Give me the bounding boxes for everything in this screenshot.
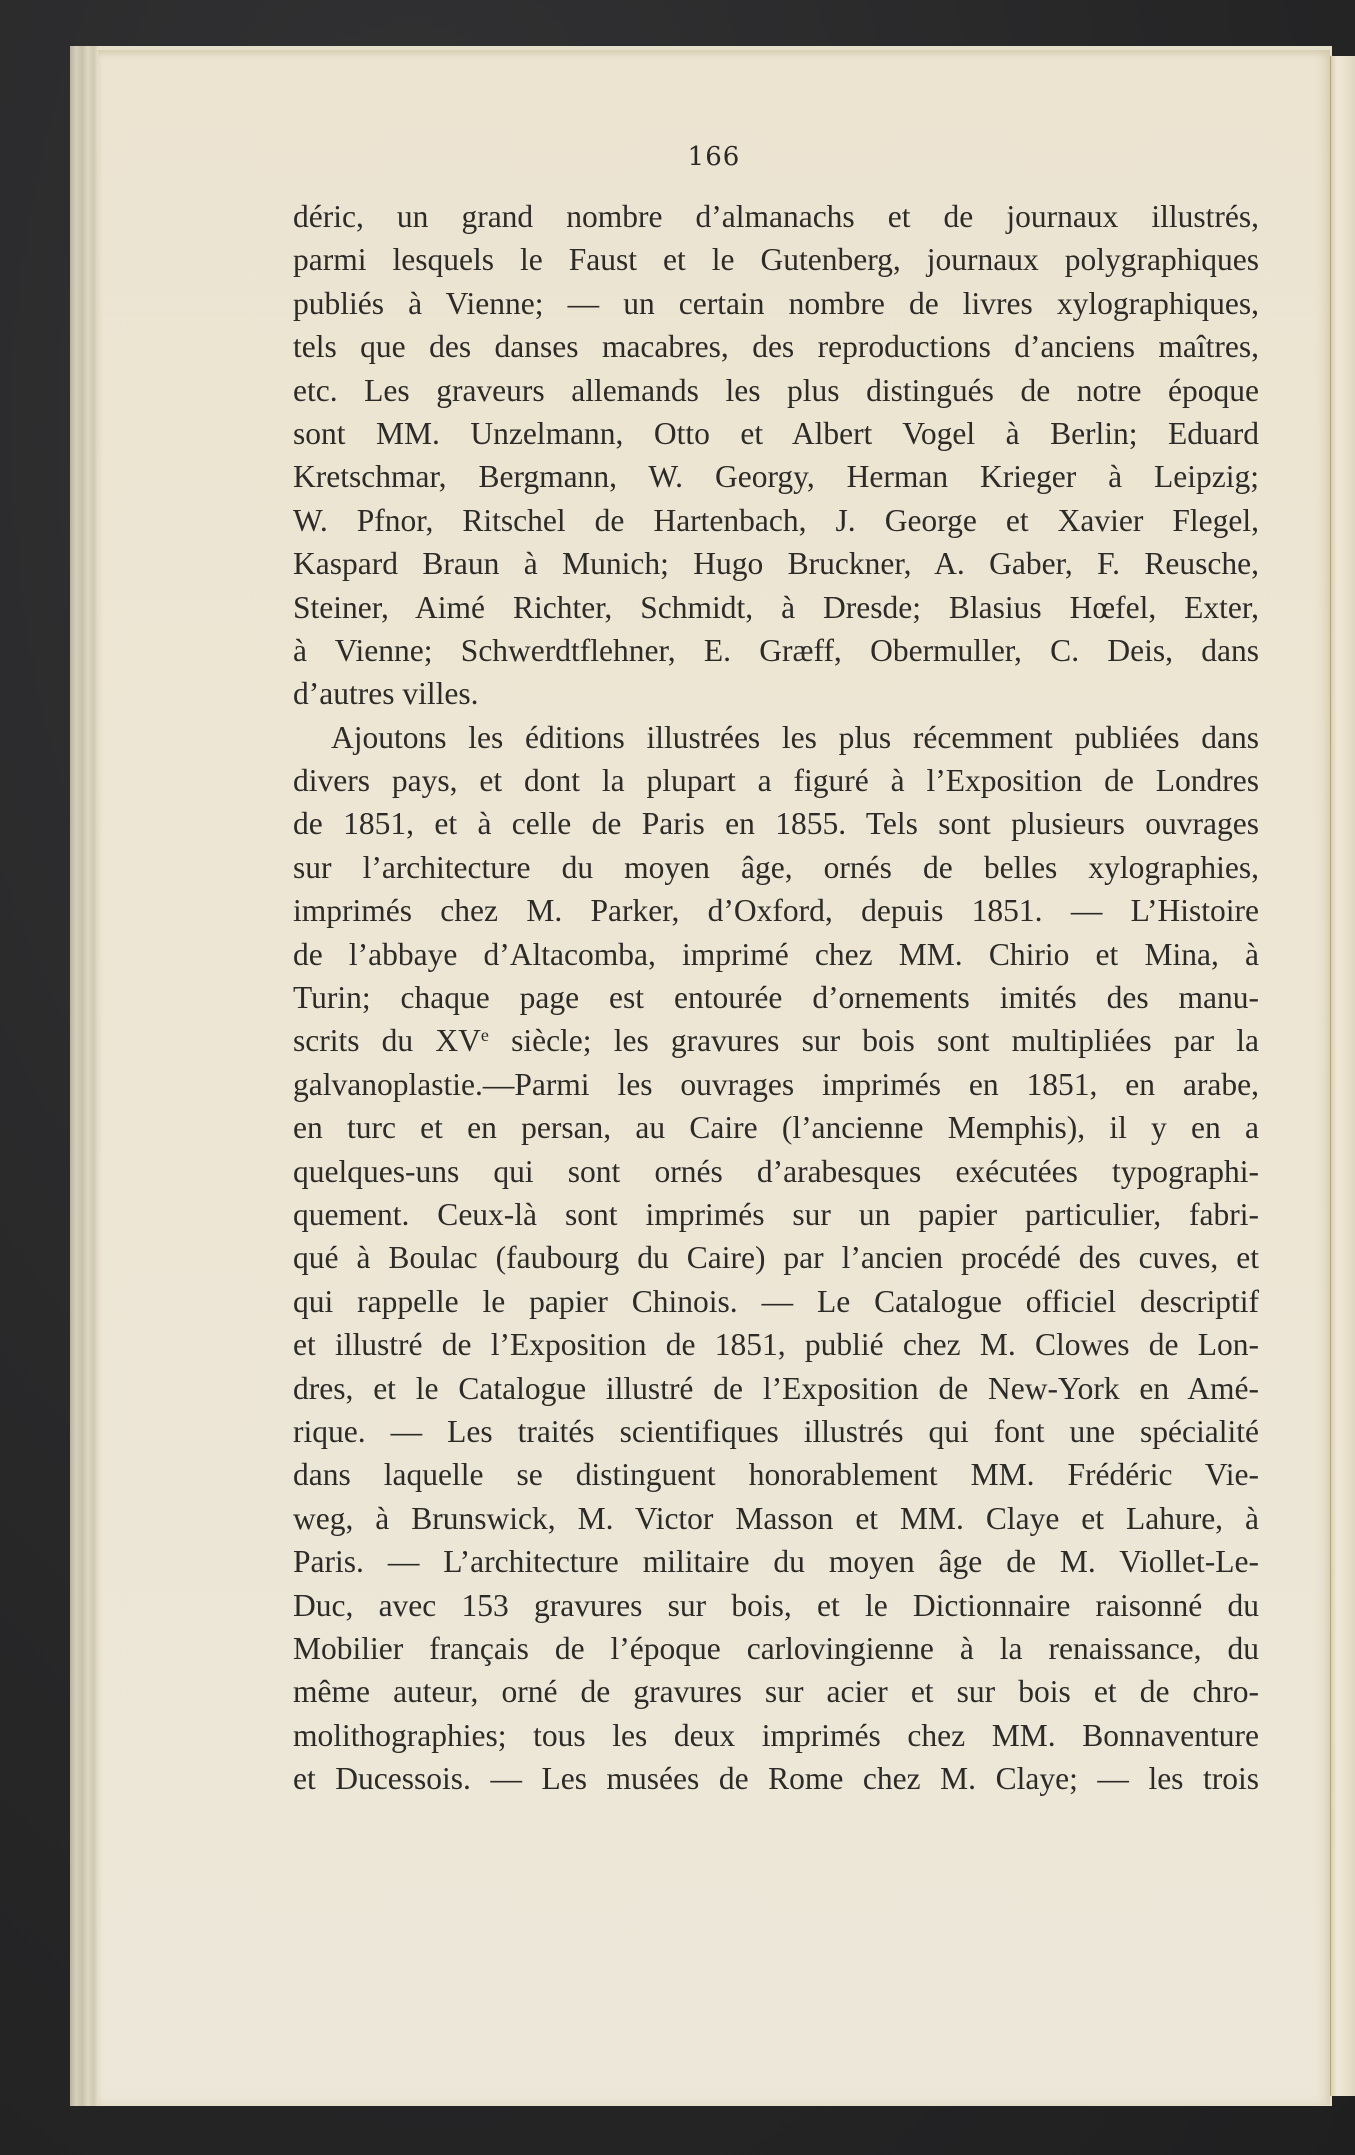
text-line: dres, et le Catalogue illustré de l’Exposition de New-York en Amé- bbox=[293, 1370, 1259, 1406]
text-line: imprimés chez M. Parker, d’Oxford, depuis 1851. — L’Histoire bbox=[293, 893, 1259, 929]
text-line: Kretschmar, Bergmann, W. Georgy, Herman Krieger à Leipzig; bbox=[293, 459, 1259, 495]
text-line: Mobilier français de l’époque carlovingienne à la renaissance, du bbox=[293, 1630, 1259, 1666]
text-line: même auteur, orné de gravures sur acier et sur bois et de chro- bbox=[293, 1674, 1259, 1710]
text-line: galvanoplastie.—Parmi les ouvrages imprimés en 1851, en arabe, bbox=[293, 1066, 1259, 1102]
text-line: qui rappelle le papier Chinois. — Le Catalogue officiel descriptif bbox=[293, 1283, 1259, 1319]
book-page bbox=[98, 50, 1330, 2105]
text-line: tels que des danses macabres, des reproductions d’anciens maîtres, bbox=[293, 329, 1259, 365]
page-number: 166 bbox=[687, 142, 741, 172]
text-line: weg, à Brunswick, M. Victor Masson et MM. Claye et Lahure, à bbox=[293, 1500, 1259, 1536]
text-line: déric, un grand nombre d’almanachs et de journaux illustrés, bbox=[293, 199, 1259, 234]
text-line: en turc et en persan, au Caire (l’ancienne Memphis), il y en a bbox=[293, 1110, 1259, 1146]
text-line: quelques-uns qui sont ornés d’arabesques exécutées typographi- bbox=[293, 1153, 1259, 1189]
text-line: etc. Les graveurs allemands les plus distingués de notre époque bbox=[293, 372, 1259, 408]
next-page-edge bbox=[1330, 56, 1355, 2096]
text-line: divers pays, et dont la plupart a figuré à l’Exposition de Londres bbox=[293, 763, 1259, 799]
text-line: parmi lesquels le Faust et le Gutenberg, journaux polygraphiques bbox=[293, 242, 1259, 278]
text-line: qué à Boulac (faubourg du Caire) par l’ancien procédé des cuves, et bbox=[293, 1240, 1259, 1276]
text-line: Duc, avec 153 gravures sur bois, et le Dictionnaire raisonné du bbox=[293, 1587, 1259, 1623]
text-line: Ajoutons les éditions illustrées les plus récemment publiées dans bbox=[331, 719, 1259, 755]
text-line: à Vienne; Schwerdtflehner, E. Græff, Obermuller, C. Deis, dans bbox=[293, 632, 1259, 668]
text-line: molithographies; tous les deux imprimés chez MM. Bonnaventure bbox=[293, 1717, 1259, 1753]
text-line: de 1851, et à celle de Paris en 1855. Tels sont plusieurs ouvrages bbox=[293, 806, 1259, 842]
text-line: d’autres villes. bbox=[293, 676, 479, 712]
text-line: rique. — Les traités scientifiques illustrés qui font une spécialité bbox=[293, 1413, 1259, 1449]
body-text bbox=[293, 195, 1259, 1800]
text-fragment: siècle; les gravures sur bois sont multipliées par la bbox=[488, 1023, 1259, 1059]
text-line: et Ducessois. — Les musées de Rome chez M. Claye; — les trois bbox=[293, 1761, 1259, 1797]
text-line: publiés à Vienne; — un certain nombre de livres xylographiques, bbox=[293, 285, 1259, 321]
text-line: dans laquelle se distinguent honorablement MM. Frédéric Vie- bbox=[293, 1457, 1259, 1493]
text-line: sur l’architecture du moyen âge, ornés de belles xylographies, bbox=[293, 849, 1259, 885]
text-fragment: scrits du XV bbox=[293, 1023, 481, 1059]
text-line: quement. Ceux-là sont imprimés sur un papier particulier, fabri- bbox=[293, 1196, 1259, 1232]
text-line bbox=[293, 1019, 1259, 1062]
superscript: e bbox=[480, 1025, 489, 1046]
text-line: et illustré de l’Exposition de 1851, publié chez M. Clowes de Lon- bbox=[293, 1327, 1259, 1363]
text-line: de l’abbaye d’Altacomba, imprimé chez MM. Chirio et Mina, à bbox=[293, 936, 1259, 972]
text-line: W. Pfnor, Ritschel de Hartenbach, J. George et Xavier Flegel, bbox=[293, 502, 1259, 538]
text-line: Steiner, Aimé Richter, Schmidt, à Dresde; Blasius Hœfel, Exter, bbox=[293, 589, 1259, 625]
text-line: Paris. — L’architecture militaire du moyen âge de M. Viollet-Le- bbox=[293, 1544, 1259, 1580]
text-line: sont MM. Unzelmann, Otto et Albert Vogel à Berlin; Eduard bbox=[293, 415, 1259, 451]
text-line: Turin; chaque page est entourée d’ornements imités des manu- bbox=[293, 980, 1259, 1016]
text-line: Kaspard Braun à Munich; Hugo Bruckner, A. Gaber, F. Reusche, bbox=[293, 546, 1259, 582]
